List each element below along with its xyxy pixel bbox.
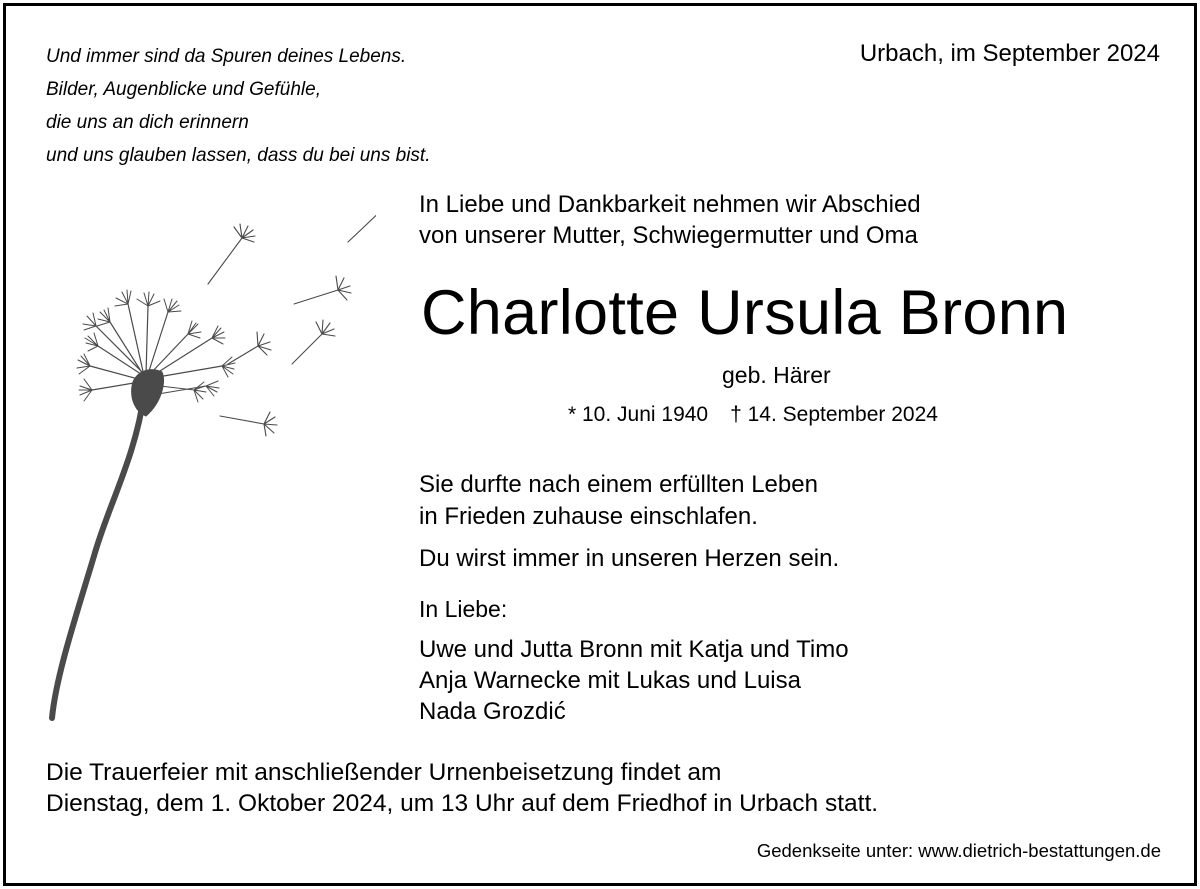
poem-line: die uns an dich erinnern: [46, 112, 249, 133]
deceased-name: Charlotte Ursula Bronn: [421, 278, 1069, 348]
intro-line: In Liebe und Dankbarkeit nehmen wir Abschied: [419, 191, 921, 218]
obituary-notice: [3, 3, 1197, 886]
mourners-list: [419, 634, 849, 727]
message-text: [419, 469, 818, 533]
poem-line: und uns glauben lassen, dass du bei uns bist.: [46, 145, 431, 166]
poem-line: Und immer sind da Spuren deines Lebens.: [46, 46, 407, 67]
poem: [46, 40, 431, 172]
death-date: † 14. September 2024: [730, 403, 938, 426]
mourner-name: Anja Warnecke mit Lukas und Luisa: [419, 667, 801, 694]
funeral-line: Die Trauerfeier mit anschließender Urnenbeisetzung findet am: [46, 759, 722, 786]
dandelion-icon: [36, 176, 376, 736]
closing-line: Du wirst immer in unseren Herzen sein.: [419, 545, 840, 572]
intro-text: [419, 189, 921, 251]
funeral-line: Dienstag, dem 1. Oktober 2024, um 13 Uhr auf dem Friedhof in Urbach statt.: [46, 790, 879, 817]
mourners-heading: In Liebe:: [419, 596, 508, 622]
birth-date: * 10. Juni 1940: [568, 403, 709, 426]
life-dates: [568, 403, 938, 427]
mourner-name: Nada Grozdić: [419, 698, 566, 725]
intro-line: von unserer Mutter, Schwiegermutter und Oma: [419, 222, 918, 249]
maiden-name: geb. Härer: [722, 362, 831, 388]
message-line: Sie durfte nach einem erfüllten Leben: [419, 471, 818, 498]
funeral-info: [46, 757, 878, 819]
message-line: in Frieden zuhause einschlafen.: [419, 503, 758, 530]
place-date: Urbach, im September 2024: [859, 40, 1160, 67]
mourner-name: Uwe und Jutta Bronn mit Katja und Timo: [419, 636, 849, 663]
poem-line: Bilder, Augenblicke und Gefühle,: [46, 79, 321, 100]
memorial-link: Gedenkseite unter: www.dietrich-bestattungen.de: [756, 840, 1161, 861]
